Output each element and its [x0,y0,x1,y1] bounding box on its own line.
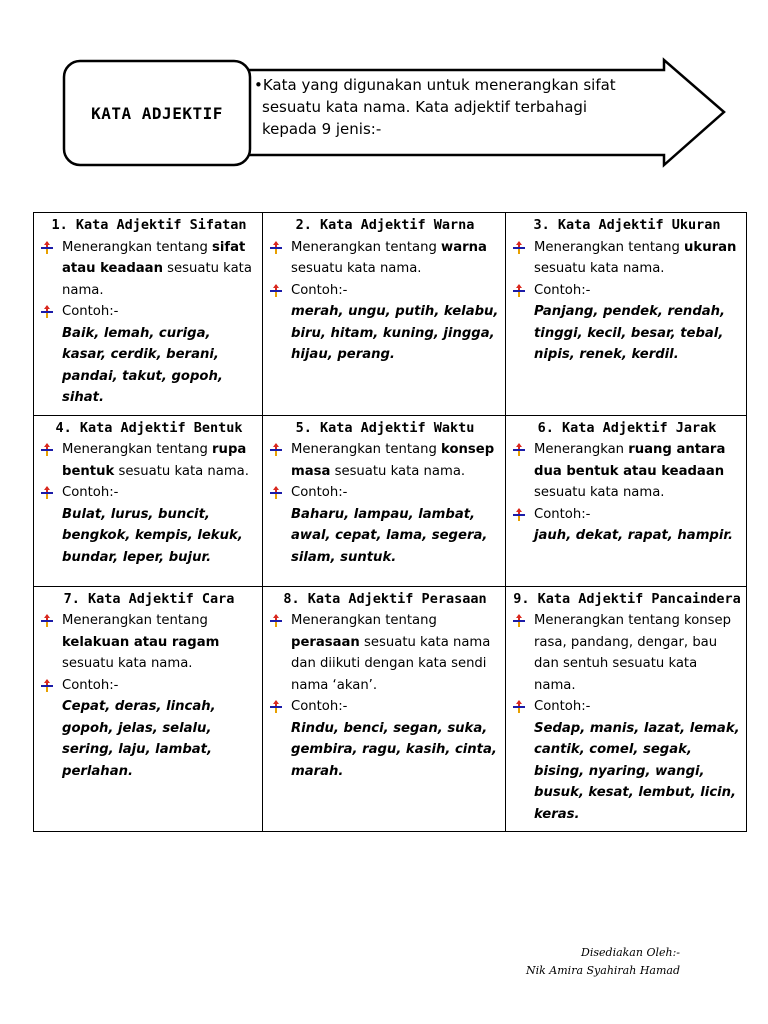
description-text: Menerangkan tentang [534,239,685,255]
pushpin-bullet-icon [40,241,54,255]
intro-line-2: sesuatu kata nama. Kata adjektif terbahagi [262,98,588,116]
examples-text: Baik, lemah, curiga, kasar, cerdik, berani, pandai, takut, gopoh, sihat. [62,325,223,405]
description-item [269,237,501,280]
description-text: Menerangkan tentang [62,239,213,255]
footer-signature [526,944,680,980]
examples-text: jauh, dekat, rapat, hampir. [534,528,734,543]
description-rest: sesuatu kata nama. [330,463,466,479]
description-keyword: kelakuan atau ragam [62,634,220,650]
pushpin-bullet-icon [512,508,526,522]
description-rest: sesuatu kata nama. [534,261,665,276]
cell-6 [506,415,747,586]
description-rest: sesuatu kata nama. [114,463,249,479]
description-keyword: sifat atau keadaan [62,239,246,276]
description-text: Menerangkan tentang [291,613,437,628]
description-keyword: perasaan [291,634,360,650]
description-item [512,610,742,696]
cell-2 [263,213,506,416]
intro-bullet: • [254,76,263,94]
description-rest: sesuatu kata nama. [534,485,665,500]
cell-heading: 1. Kata Adjektif Sifatan [51,217,247,233]
contoh-label: Contoh:- [291,282,348,298]
footer-prepared-by: Disediakan Oleh:- [581,946,680,959]
examples-text: Cepat, deras, lincah, gopoh, jelas, selalu, sering, laju, lambat, perlahan. [62,699,216,779]
pushpin-bullet-icon [269,700,283,714]
description-item [512,237,742,280]
contoh-item [40,301,258,323]
contoh-label: Contoh:- [534,699,591,714]
description-rest: sesuatu kata nama. [291,261,422,276]
pushpin-bullet-icon [40,443,54,457]
contoh-label: Contoh:- [534,506,591,522]
description-keyword: warna [441,239,487,255]
contoh-label: Contoh:- [62,485,119,500]
cell-heading: 3. Kata Adjektif Ukuran [533,217,721,233]
contoh-item [269,696,501,718]
contoh-item [512,280,742,302]
description-text: Menerangkan tentang konsep rasa, pandang, dengar, bau dan sentuh sesuatu kata nama. [534,613,731,693]
page-title: KATA ADJEKTIF [91,103,223,123]
description-text: Menerangkan [534,442,629,457]
contoh-item [269,280,501,302]
description-keyword: konsep masa [291,442,495,479]
description-item [512,439,742,504]
contoh-label: Contoh:- [62,677,119,693]
cell-9 [506,586,747,832]
contoh-label: Contoh:- [62,304,119,319]
pushpin-bullet-icon [512,284,526,298]
examples-text: Bulat, lurus, buncit, bengkok, kempis, lekuk, bundar, leper, bujur. [62,506,243,565]
cell-5 [263,415,506,586]
cell-1 [34,213,263,416]
description-item [40,237,258,302]
contoh-label: Contoh:- [534,282,591,298]
contoh-item [40,482,258,504]
pushpin-bullet-icon [269,443,283,457]
description-item [269,610,501,696]
intro-line-3: kepada 9 jenis:- [262,120,382,138]
pushpin-bullet-icon [512,241,526,255]
description-rest: sesuatu kata nama dan diikuti dengan kata sendi nama ‘akan’. [291,634,491,693]
pushpin-bullet-icon [269,284,283,298]
description-rest: sesuatu kata nama. [62,261,252,298]
pushpin-bullet-icon [269,614,283,628]
contoh-label: Contoh:- [291,485,348,500]
cell-heading: 7. Kata Adjektif Cara [63,590,235,607]
examples-text: Baharu, lampau, lambat, awal, cepat, lama, segera, silam, suntuk. [291,506,488,565]
contoh-item [40,675,258,697]
cell-4 [34,415,263,586]
cell-3 [506,213,747,416]
pushpin-bullet-icon [269,486,283,500]
pushpin-bullet-icon [40,679,54,693]
pushpin-bullet-icon [512,614,526,628]
cell-heading: 9. Kata Adjektif Pancaindera [513,590,741,607]
pushpin-bullet-icon [40,486,54,500]
cell-8 [263,586,506,832]
adjective-types-table [33,212,747,832]
description-keyword: rupa bentuk [62,442,247,479]
pushpin-bullet-icon [40,614,54,628]
pushpin-bullet-icon [40,305,54,319]
description-item [269,439,501,482]
cell-heading: 2. Kata Adjektif Warna [295,217,475,233]
description-keyword: ruang antara dua bentuk atau keadaan [534,442,726,479]
description-item [40,439,258,482]
examples-text: merah, ungu, putih, kelabu, biru, hitam, kuning, jingga, hijau, perang. [291,304,499,362]
pushpin-bullet-icon [512,443,526,457]
intro-text [254,74,674,140]
examples-text: Panjang, pendek, rendah, tinggi, kecil, besar, tebal, nipis, renek, kerdil. [534,304,726,362]
description-text: Menerangkan tentang [291,442,442,457]
examples-text: Rindu, benci, segan, suka, gembira, ragu, kasih, cinta, marah. [291,720,497,779]
description-text: Menerangkan tentang [62,613,208,628]
contoh-label: Contoh:- [291,699,348,714]
description-rest: sesuatu kata nama. [62,656,193,671]
cell-heading: 4. Kata Adjektif Bentuk [55,419,243,436]
description-text: Menerangkan tentang [291,239,442,255]
footer-author: Nik Amira Syahirah Hamad [526,964,680,977]
intro-line-1: Kata yang digunakan untuk menerangkan sifat [262,76,616,94]
contoh-item [269,482,501,504]
cell-7 [34,586,263,832]
examples-text: Sedap, manis, lazat, lemak, cantik, comel, segak, bising, nyaring, wangi, busuk, kesat, lembut, licin, keras. [534,720,740,822]
contoh-item [512,696,742,718]
contoh-item [512,504,742,526]
description-text: Menerangkan tentang [62,442,213,457]
pushpin-bullet-icon [269,241,283,255]
description-keyword: ukuran [684,239,737,255]
cell-heading: 6. Kata Adjektif Jarak [537,419,717,436]
cell-heading: 5. Kata Adjektif Waktu [295,419,475,436]
cell-heading: 8. Kata Adjektif Perasaan [283,590,487,607]
pushpin-bullet-icon [512,700,526,714]
description-item [40,610,258,675]
